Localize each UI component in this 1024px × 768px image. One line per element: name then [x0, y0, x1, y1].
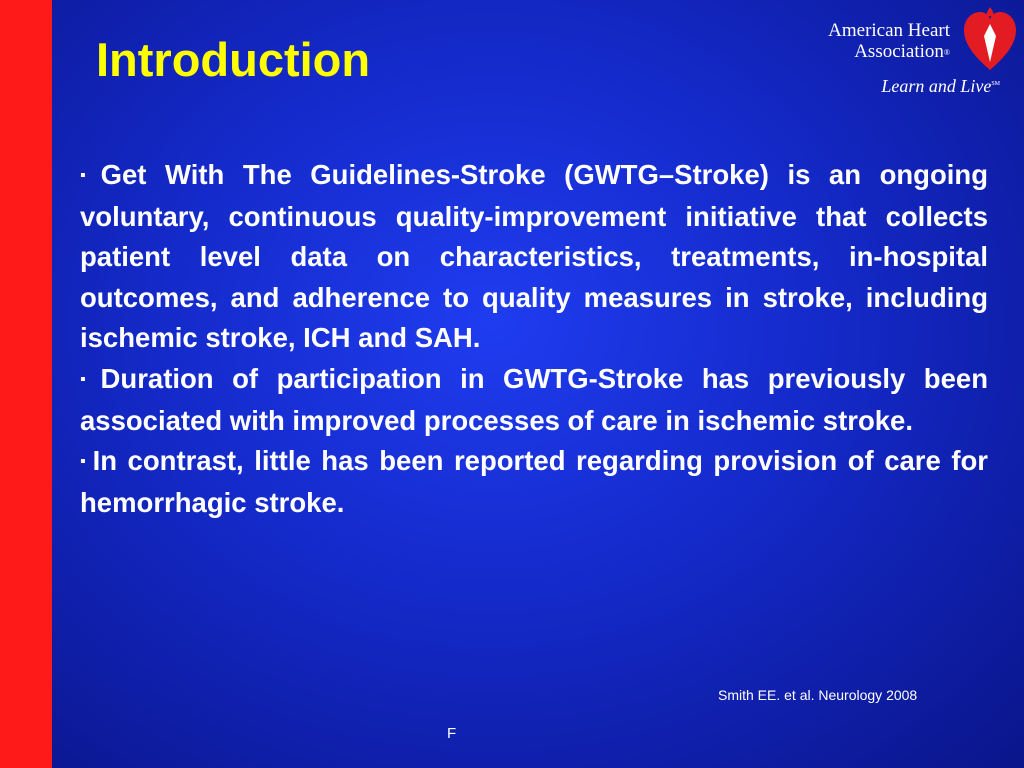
aha-logo: [808, 6, 1024, 102]
logo-registered-mark: ®: [943, 48, 950, 58]
logo-org-name: [828, 20, 950, 63]
bullet-text: In contrast, little has been reported regarding provision of care for hemorrhagic stroke.: [80, 445, 988, 518]
bullet-item: [80, 359, 988, 441]
bullet-marker: ▪: [80, 167, 97, 184]
logo-tagline-wrap: [881, 76, 1000, 97]
slide-title: Introduction: [96, 33, 371, 86]
heart-torch-icon: [960, 6, 1020, 76]
logo-org-line1: American Heart: [828, 20, 950, 41]
logo-service-mark: SM: [991, 81, 1000, 87]
bullet-text: Get With The Guidelines-Stroke (GWTG–Stroke) is an ongoing voluntary, continuous quality-improvement initiative that collects patient level data on characteristics, treatments, in-hospital outcomes, and adherence to quality measures in stroke, including ischemic stroke, ICH and SAH.: [80, 159, 988, 354]
logo-tagline: Learn and Live: [881, 76, 992, 96]
side-accent-bar: [0, 0, 52, 768]
logo-org-line2: Association: [854, 41, 944, 62]
citation: Smith EE. et al. Neurology 2008: [718, 687, 918, 703]
logo-org-line2-wrap: [828, 41, 950, 63]
bullet-text: Duration of participation in GWTG-Stroke has previously been associated with improved processes of care in ischemic stroke.: [80, 362, 988, 436]
bullet-item: [80, 441, 988, 523]
bullet-list: [80, 155, 988, 523]
bullet-marker: ▪: [80, 453, 89, 471]
bullet-item: [80, 155, 988, 359]
bullet-marker: ▪: [80, 370, 97, 388]
footer-mark: F: [447, 725, 457, 742]
